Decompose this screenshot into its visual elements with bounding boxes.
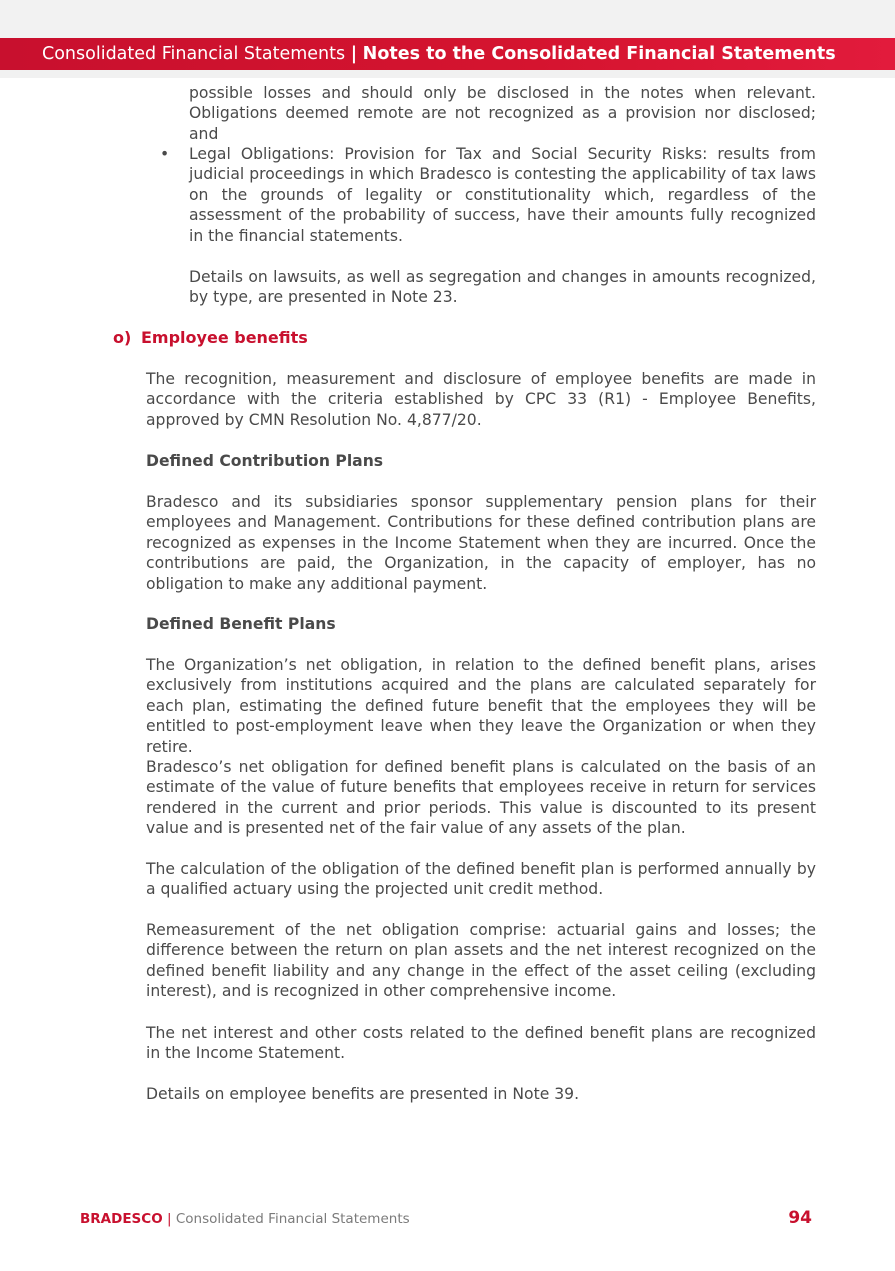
page-header-bar — [0, 38, 895, 70]
section-heading-employee-benefits — [113, 328, 308, 348]
header-subsection-title: Notes to the Consolidated Financial Statements — [362, 44, 836, 64]
defined-benefit-paragraph-6: Details on employee benefits are presented in Note 39. — [146, 1085, 580, 1103]
section-letter: o) — [113, 328, 132, 347]
defined-benefit-heading: Defined Benefit Plans — [146, 615, 336, 633]
defined-benefit-paragraph-3: The calculation of the obligation of the defined benefit plan is performed annually by a qualified actuary using the projected unit credit method. — [146, 860, 816, 899]
footer-brand-logo: BRADESCO — [80, 1211, 163, 1227]
defined-contribution-heading: Defined Contribution Plans — [146, 452, 384, 470]
page-footer — [80, 1209, 410, 1229]
defined-benefit-paragraph-4: Remeasurement of the net obligation comprise: actuarial gains and losses; the difference between the return on plan assets and the net interest recognized on the defined benefit liability and any change in the effect of the asset ceiling (excluding interest), and is recognized in other comprehensive income. — [146, 921, 816, 1001]
header-shadow — [0, 70, 895, 78]
defined-benefit-paragraph-1: The Organization’s net obligation, in relation to the defined benefit plans, arises exclusively from institutions acquired and the plans are calculated separately for each plan, estimating the defined future benefit that the employees they will be entitled to post-employment leave when they leave the Organization or when they retire. — [146, 656, 816, 756]
section-title: Employee benefits — [141, 328, 308, 347]
defined-benefit-paragraph-5: The net interest and other costs related to the defined benefit plans are recognized in the Income Statement. — [146, 1024, 816, 1063]
defined-contribution-paragraph: Bradesco and its subsidiaries sponsor supplementary pension plans for their employees and Management. Contributions for these defined contribution plans are recognized as expenses in the Income Statement when they are incurred. Once the contributions are paid, the Organization, in the capacity of employer, has no obligation to make any additional payment. — [146, 493, 816, 593]
defined-benefit-paragraph-2: Bradesco’s net obligation for defined benefit plans is calculated on the basis of an estimate of the value of future benefits that employees receive in return for services rendered in the current and prior periods. This value is discounted to its present value and is presented net of the fair value of any assets of the plan. — [146, 758, 816, 838]
top-margin-band — [0, 0, 895, 38]
header-section-title: Consolidated Financial Statements — [42, 44, 346, 64]
footer-document-title: Consolidated Financial Statements — [175, 1211, 410, 1227]
page-number: 94 — [788, 1208, 812, 1228]
employee-benefits-intro: The recognition, measurement and disclosure of employee benefits are made in accordance with the criteria established by CPC 33 (R1) - Employee Benefits, approved by CMN Resolution No. 4,877/20. — [146, 370, 816, 429]
continued-bullet-text: possible losses and should only be disclosed in the notes when relevant. Obligations deemed remote are not recognized as a provision nor disclosed; and — [189, 84, 816, 143]
lawsuits-details-paragraph: Details on lawsuits, as well as segregation and changes in amounts recognized, by type, are presented in Note 23. — [189, 268, 816, 307]
footer-separator: | — [166, 1211, 172, 1227]
bullet-dot: • — [160, 145, 170, 163]
legal-obligations-bullet: Legal Obligations: Provision for Tax and Social Security Risks: results from judicial proceedings in which Bradesco is contesting the applicability of tax laws on the grounds of legality or constitutionality which, regardless of the assessment of the probability of success, have their amounts fully recognized in the financial statements. — [189, 145, 816, 245]
header-separator: | — [350, 44, 358, 64]
